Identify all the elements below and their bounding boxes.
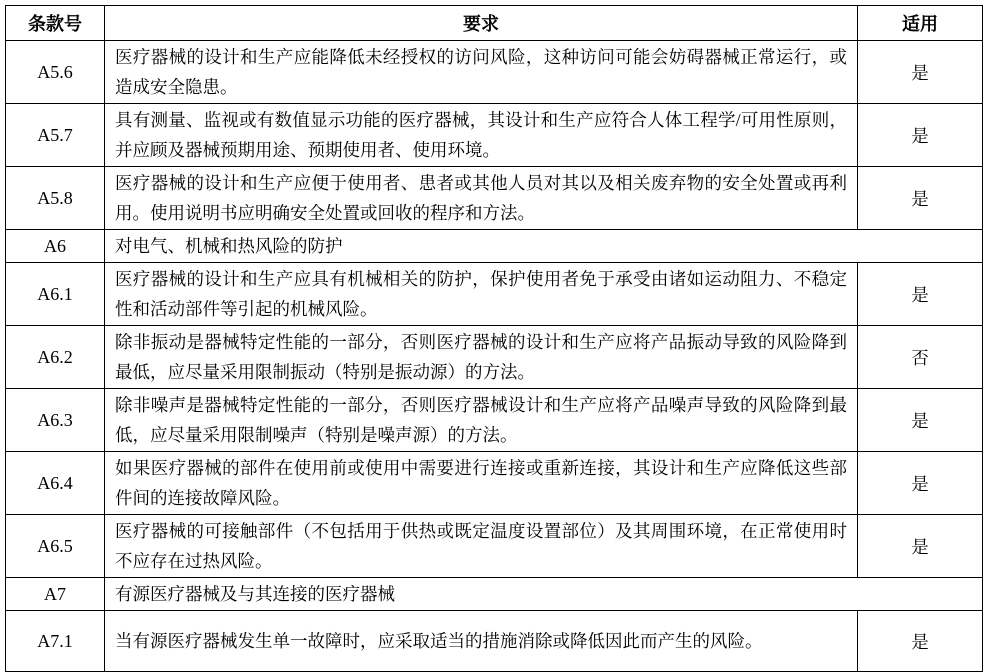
requirement-cell: 具有测量、监视或有数值显示功能的医疗器械，其设计和生产应符合人体工程学/可用性原则，并应顾及器械预期用途、预期使用者、使用环境。 bbox=[105, 104, 858, 167]
section-row bbox=[6, 578, 983, 611]
requirement-cell: 医疗器械的设计和生产应具有机械相关的防护，保护使用者免于承受由诸如运动阻力、不稳定性和活动部件等引起的机械风险。 bbox=[105, 263, 858, 326]
applicable-cell: 是 bbox=[858, 389, 983, 452]
requirement-cell: 医疗器械的设计和生产应能降低未经授权的访问风险，这种访问可能会妨碍器械正常运行，或造成安全隐患。 bbox=[105, 41, 858, 104]
applicable-cell: 是 bbox=[858, 104, 983, 167]
requirement-cell: 医疗器械的可接触部件（不包括用于供热或既定温度设置部位）及其周围环境，在正常使用时不应存在过热风险。 bbox=[105, 515, 858, 578]
section-title-cell: 有源医疗器械及与其连接的医疗器械 bbox=[105, 578, 983, 611]
table-row bbox=[6, 263, 983, 326]
header-requirement: 要求 bbox=[105, 6, 858, 41]
section-title-cell: 对电气、机械和热风险的防护 bbox=[105, 230, 983, 263]
table-row bbox=[6, 326, 983, 389]
clause-number-cell: A6.2 bbox=[6, 326, 105, 389]
applicable-cell: 否 bbox=[858, 326, 983, 389]
applicable-cell: 是 bbox=[858, 167, 983, 230]
clause-number-cell: A6.3 bbox=[6, 389, 105, 452]
clause-number-cell: A6.5 bbox=[6, 515, 105, 578]
applicable-cell: 是 bbox=[858, 515, 983, 578]
applicable-cell: 是 bbox=[858, 263, 983, 326]
clause-number-cell: A5.6 bbox=[6, 41, 105, 104]
header-applicable: 适用 bbox=[858, 6, 983, 41]
applicable-cell: 是 bbox=[858, 452, 983, 515]
clause-number-cell: A6.4 bbox=[6, 452, 105, 515]
table-row bbox=[6, 515, 983, 578]
clause-number-cell: A7 bbox=[6, 578, 105, 611]
header-clause-number: 条款号 bbox=[6, 6, 105, 41]
requirement-cell: 除非噪声是器械特定性能的一部分，否则医疗器械设计和生产应将产品噪声导致的风险降到最低，应尽量采用限制噪声（特别是噪声源）的方法。 bbox=[105, 389, 858, 452]
table-header-row bbox=[6, 6, 983, 41]
clause-number-cell: A6 bbox=[6, 230, 105, 263]
clause-number-cell: A7.1 bbox=[6, 611, 105, 672]
clause-number-cell: A5.8 bbox=[6, 167, 105, 230]
clause-number-cell: A6.1 bbox=[6, 263, 105, 326]
requirement-cell: 医疗器械的设计和生产应便于使用者、患者或其他人员对其以及相关废弃物的安全处置或再利用。使用说明书应明确安全处置或回收的程序和方法。 bbox=[105, 167, 858, 230]
table-row bbox=[6, 611, 983, 672]
applicable-cell: 是 bbox=[858, 41, 983, 104]
table-row bbox=[6, 389, 983, 452]
requirements-checklist-table bbox=[5, 5, 983, 672]
table-row bbox=[6, 104, 983, 167]
clause-number-cell: A5.7 bbox=[6, 104, 105, 167]
applicable-cell: 是 bbox=[858, 611, 983, 672]
table-row bbox=[6, 41, 983, 104]
requirement-cell: 如果医疗器械的部件在使用前或使用中需要进行连接或重新连接，其设计和生产应降低这些部件间的连接故障风险。 bbox=[105, 452, 858, 515]
requirement-cell: 当有源医疗器械发生单一故障时，应采取适当的措施消除或降低因此而产生的风险。 bbox=[105, 611, 858, 672]
table-row bbox=[6, 167, 983, 230]
section-row bbox=[6, 230, 983, 263]
table-row bbox=[6, 452, 983, 515]
requirement-cell: 除非振动是器械特定性能的一部分，否则医疗器械的设计和生产应将产品振动导致的风险降到最低，应尽量采用限制振动（特别是振动源）的方法。 bbox=[105, 326, 858, 389]
